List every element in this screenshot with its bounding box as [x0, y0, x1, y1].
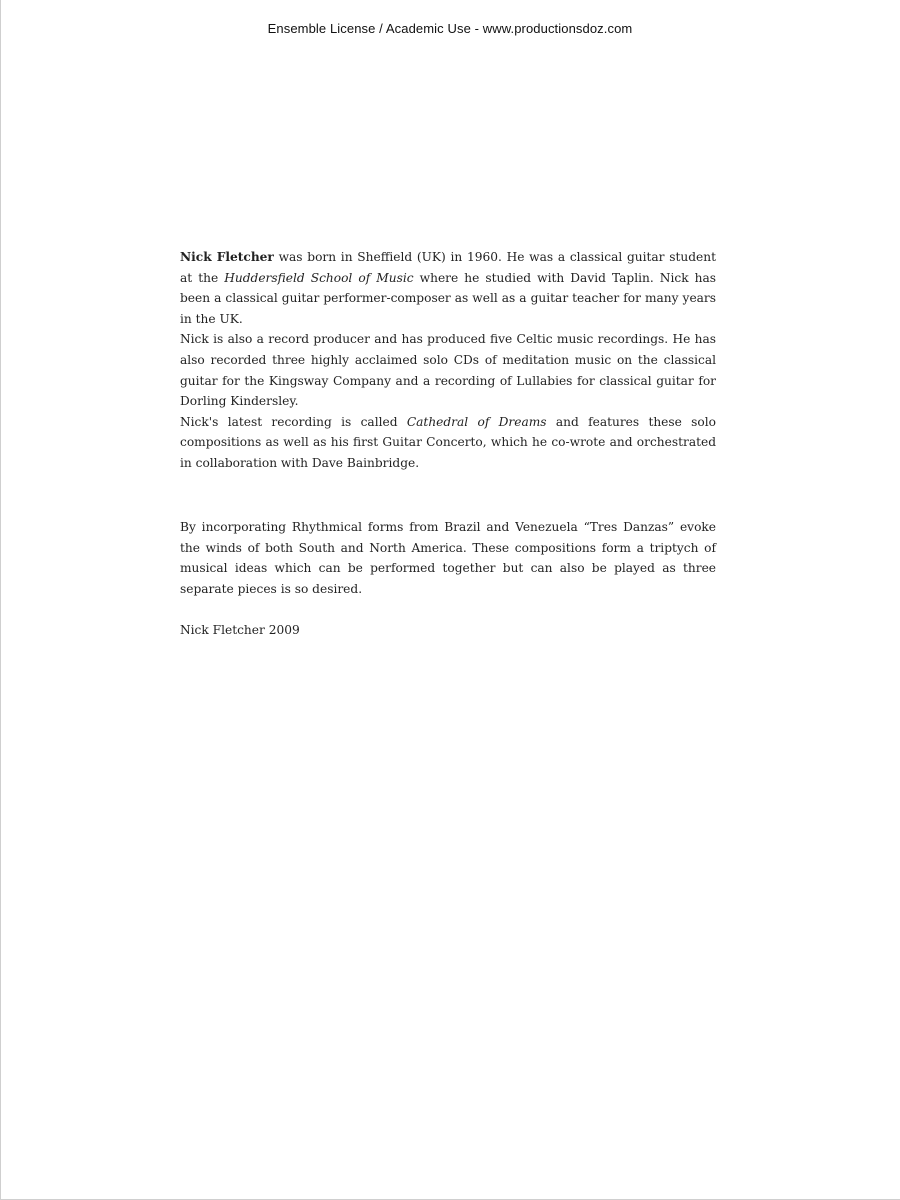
- album-title: Cathedral of Dreams: [406, 414, 547, 429]
- bio-paragraph-3: [180, 412, 716, 474]
- license-header: Ensemble License / Academic Use - www.productionsdoz.com: [267, 21, 633, 36]
- bio-text: Nick's latest recording is called: [180, 414, 407, 429]
- bio-paragraph-2: Nick is also a record producer and has produced five Celtic music recordings. He has also recorded three highly acclaimed solo CDs of meditation music on the classical guitar for the Kingsway Company and a recording of Lullabies for classical guitar for Dorling Kindersley.: [180, 332, 716, 409]
- author-name: Nick Fletcher: [180, 250, 274, 264]
- description-paragraph: By incorporating Rhythmical forms from Brazil and Venezuela “Tres Danzas” evoke the winds of both South and North America. These compositions form a triptych of musical ideas which can be performed together but can also be played as three separate pieces is so desired.: [180, 520, 716, 596]
- description-section: [180, 517, 716, 599]
- bio-text: was born in Sheffield (UK) in 1960. He was a classical guitar student at the: [180, 250, 716, 285]
- bio-text: and features these solo compositions as well as his first Guitar Concerto, which he co-wrote and orchestrated in collaboration with Dave Bainbridge.: [180, 414, 717, 470]
- bio-paragraph-1: [180, 247, 716, 329]
- bio-text: where he studied with David Taplin. Nick has been a classical guitar performer-composer as well as a guitar teacher for many years in the UK.: [180, 270, 717, 326]
- school-name: Huddersfield School of Music: [224, 270, 414, 285]
- biography-section: [180, 247, 716, 474]
- signature: Nick Fletcher 2009: [180, 623, 300, 637]
